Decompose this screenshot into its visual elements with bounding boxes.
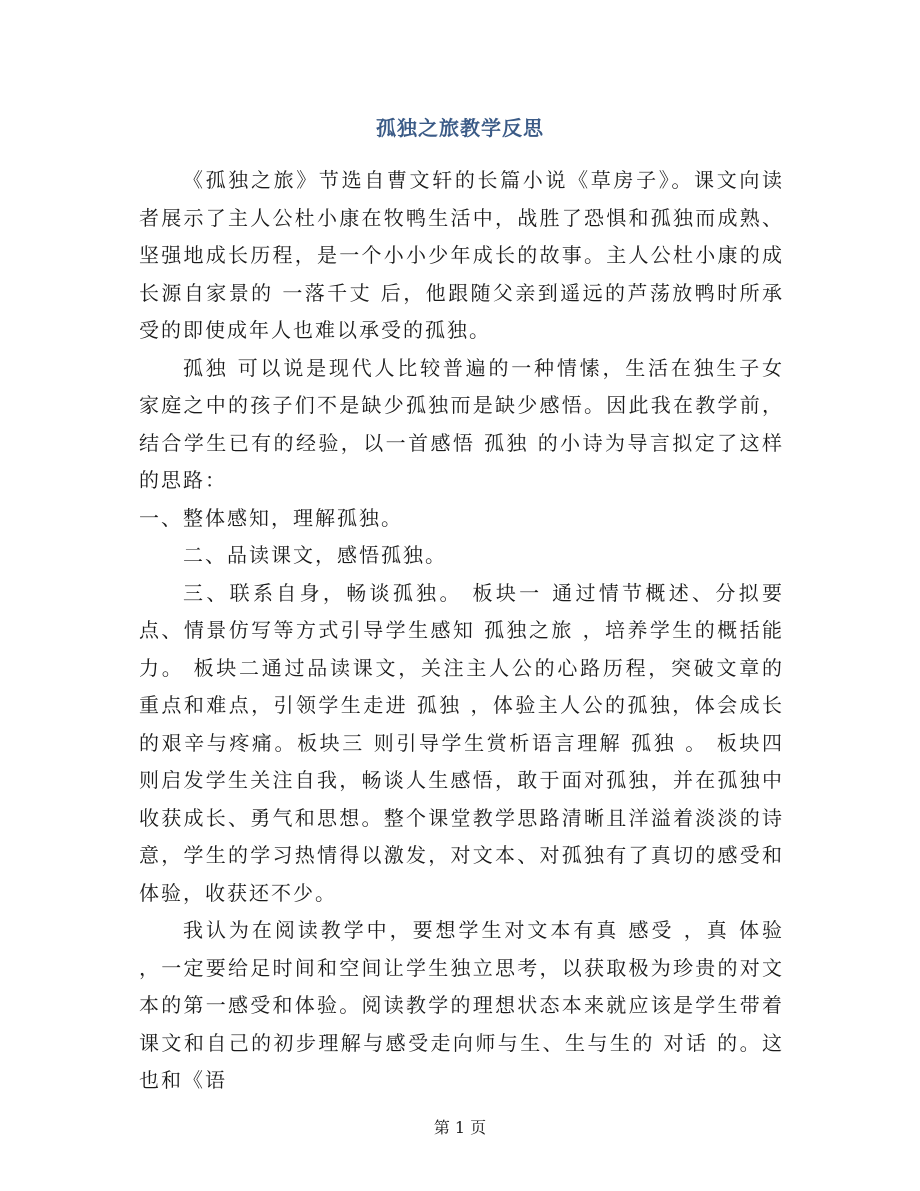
page-number: 第 1 页 [433, 1118, 487, 1137]
paragraph-intro: 《孤独之旅》节选自曹文轩的长篇小说《草房子》。课文向读者展示了主人公杜小康在牧鸭生活中，战胜了恐惧和孤独而成熟、坚强地成长历程，是一个小小少年成长的故事。主人公杜小康的成长源自家景的 一落千丈 后，他跟随父亲到遥远的芦荡放鸭时所承受的即使成年人也难以承受的孤独。 [139, 168, 784, 342]
paragraph-step-two: 二、品读课文，感悟孤独。 [183, 543, 447, 567]
paragraph-reflection: 我认为在阅读教学中，要想学生对文本有真 感受 ，真 体验 ，一定要给足时间和空间让学生独立思考，以获取极为珍贵的对文本的第一感受和体验。阅读教学的理想状态本来就应该是学生带着课文和自己的初步理解与感受走向师与生、生与生的 对话 的。这也和《语 [139, 918, 784, 1092]
paragraph-loneliness: 孤独 可以说是现代人比较普遍的一种情愫，生活在独生子女家庭之中的孩子们不是缺少孤独而是缺少感悟。因此我在教学前，结合学生已有的经验，以一首感悟 孤独 的小诗为导言拟定了这样的思路： [139, 355, 784, 492]
document-title: 孤独之旅教学反思 [376, 116, 544, 140]
paragraph-step-three: 三、联系自身，畅谈孤独。 板块一 通过情节概述、分拟要点、情景仿写等方式引导学生感知 孤独之旅 ，培养学生的概括能力。 板块二通过品读课文，关注主人公的心路历程，突破文章的重点和难点，引领学生走进 孤独 ，体验主人公的孤独，体会成长的艰辛与疼痛。板块三 则引导学生赏析语言理解 孤独 。 板块四 则启发学生关注自我，畅谈人生感悟，敢于面对孤独，并在孤独中收获成长、勇气和思想。整个课堂教学思路清晰且洋溢着淡淡的诗意，学生的学习热情得以激发，对文本、对孤独有了真切的感受和体验，收获还不少。 [139, 580, 784, 905]
paragraph-step-one: 一、整体感知，理解孤独。 [139, 505, 403, 530]
document-body [139, 162, 784, 1100]
